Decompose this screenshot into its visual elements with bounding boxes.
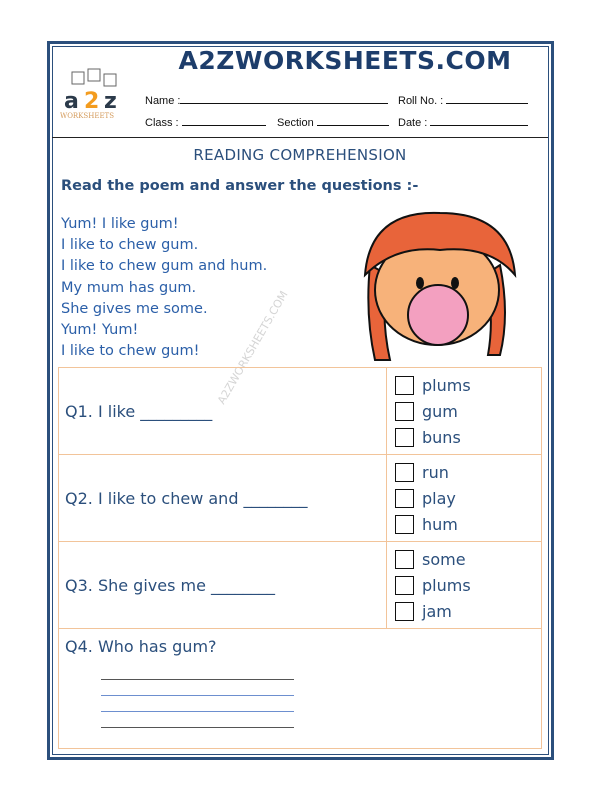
checkbox[interactable] bbox=[395, 489, 414, 508]
checkbox[interactable] bbox=[395, 550, 414, 569]
option-label: buns bbox=[422, 427, 461, 447]
poem-line: Yum! Yum! bbox=[61, 322, 139, 339]
date-field[interactable] bbox=[430, 125, 528, 126]
svg-text:2: 2 bbox=[84, 89, 100, 114]
worksheet-title: READING COMPREHENSION bbox=[193, 146, 407, 164]
question-row bbox=[59, 629, 542, 749]
poem-line: I like to chew gum! bbox=[61, 343, 200, 360]
name-label: Name : bbox=[145, 95, 181, 107]
header-divider bbox=[52, 137, 548, 138]
option-label: run bbox=[422, 462, 449, 482]
question-row bbox=[59, 455, 542, 542]
roll-label: Roll No. : bbox=[398, 95, 444, 107]
svg-text:WORKSHEETS: WORKSHEETS bbox=[60, 112, 115, 120]
answer-line[interactable] bbox=[101, 695, 294, 696]
poem-line: I like to chew gum and hum. bbox=[61, 258, 268, 275]
poem bbox=[61, 214, 267, 362]
instruction: Read the poem and answer the questions :- bbox=[61, 178, 419, 194]
svg-text:z: z bbox=[104, 89, 117, 114]
answer-line[interactable] bbox=[101, 711, 294, 712]
poem-line: I like to chew gum. bbox=[61, 237, 199, 254]
option-label: plums bbox=[422, 575, 471, 595]
option-label: play bbox=[422, 488, 456, 508]
question-text: Q3. She gives me ________ bbox=[59, 542, 387, 629]
option[interactable] bbox=[395, 598, 535, 624]
option-label: some bbox=[422, 549, 466, 569]
watermark: A2ZWORKSHEETS.COM bbox=[215, 288, 291, 407]
poem-line: My mum has gum. bbox=[61, 279, 197, 296]
option[interactable] bbox=[395, 572, 535, 598]
girl-bubblegum-illustration bbox=[350, 205, 525, 365]
option[interactable] bbox=[395, 372, 535, 398]
poem-line: She gives me some. bbox=[61, 300, 208, 317]
checkbox[interactable] bbox=[395, 402, 414, 421]
checkbox[interactable] bbox=[395, 463, 414, 482]
question-row bbox=[59, 542, 542, 629]
question-text: Q4. Who has gum? bbox=[65, 637, 217, 656]
checkbox[interactable] bbox=[395, 515, 414, 534]
checkbox[interactable] bbox=[395, 602, 414, 621]
section-field[interactable] bbox=[317, 125, 389, 126]
option-label: plums bbox=[422, 375, 471, 395]
checkbox[interactable] bbox=[395, 428, 414, 447]
roll-field[interactable] bbox=[446, 103, 528, 104]
option-label: gum bbox=[422, 401, 458, 421]
option[interactable] bbox=[395, 485, 535, 511]
checkbox[interactable] bbox=[395, 376, 414, 395]
site-title: A2ZWORKSHEETS.COM bbox=[178, 46, 512, 75]
option[interactable] bbox=[395, 459, 535, 485]
question-row bbox=[59, 368, 542, 455]
questions-table bbox=[58, 367, 542, 749]
option[interactable] bbox=[395, 398, 535, 424]
answer-line[interactable] bbox=[101, 679, 294, 680]
poem-line: Yum! I like gum! bbox=[61, 216, 179, 232]
date-label: Date : bbox=[398, 117, 428, 129]
checkbox[interactable] bbox=[395, 576, 414, 595]
section-label: Section bbox=[277, 117, 314, 129]
answer-line[interactable] bbox=[101, 727, 294, 728]
option-label: hum bbox=[422, 514, 458, 534]
class-field[interactable] bbox=[182, 125, 266, 126]
class-label: Class : bbox=[145, 117, 179, 129]
svg-text:a: a bbox=[64, 89, 79, 114]
a2z-logo bbox=[58, 68, 136, 120]
question-text: Q2. I like to chew and ________ bbox=[59, 455, 387, 542]
option[interactable] bbox=[395, 424, 535, 450]
name-field[interactable] bbox=[180, 103, 388, 104]
option[interactable] bbox=[395, 546, 535, 572]
question-text: Q1. I like _________ bbox=[59, 368, 387, 455]
option[interactable] bbox=[395, 511, 535, 537]
option-label: jam bbox=[422, 601, 452, 621]
